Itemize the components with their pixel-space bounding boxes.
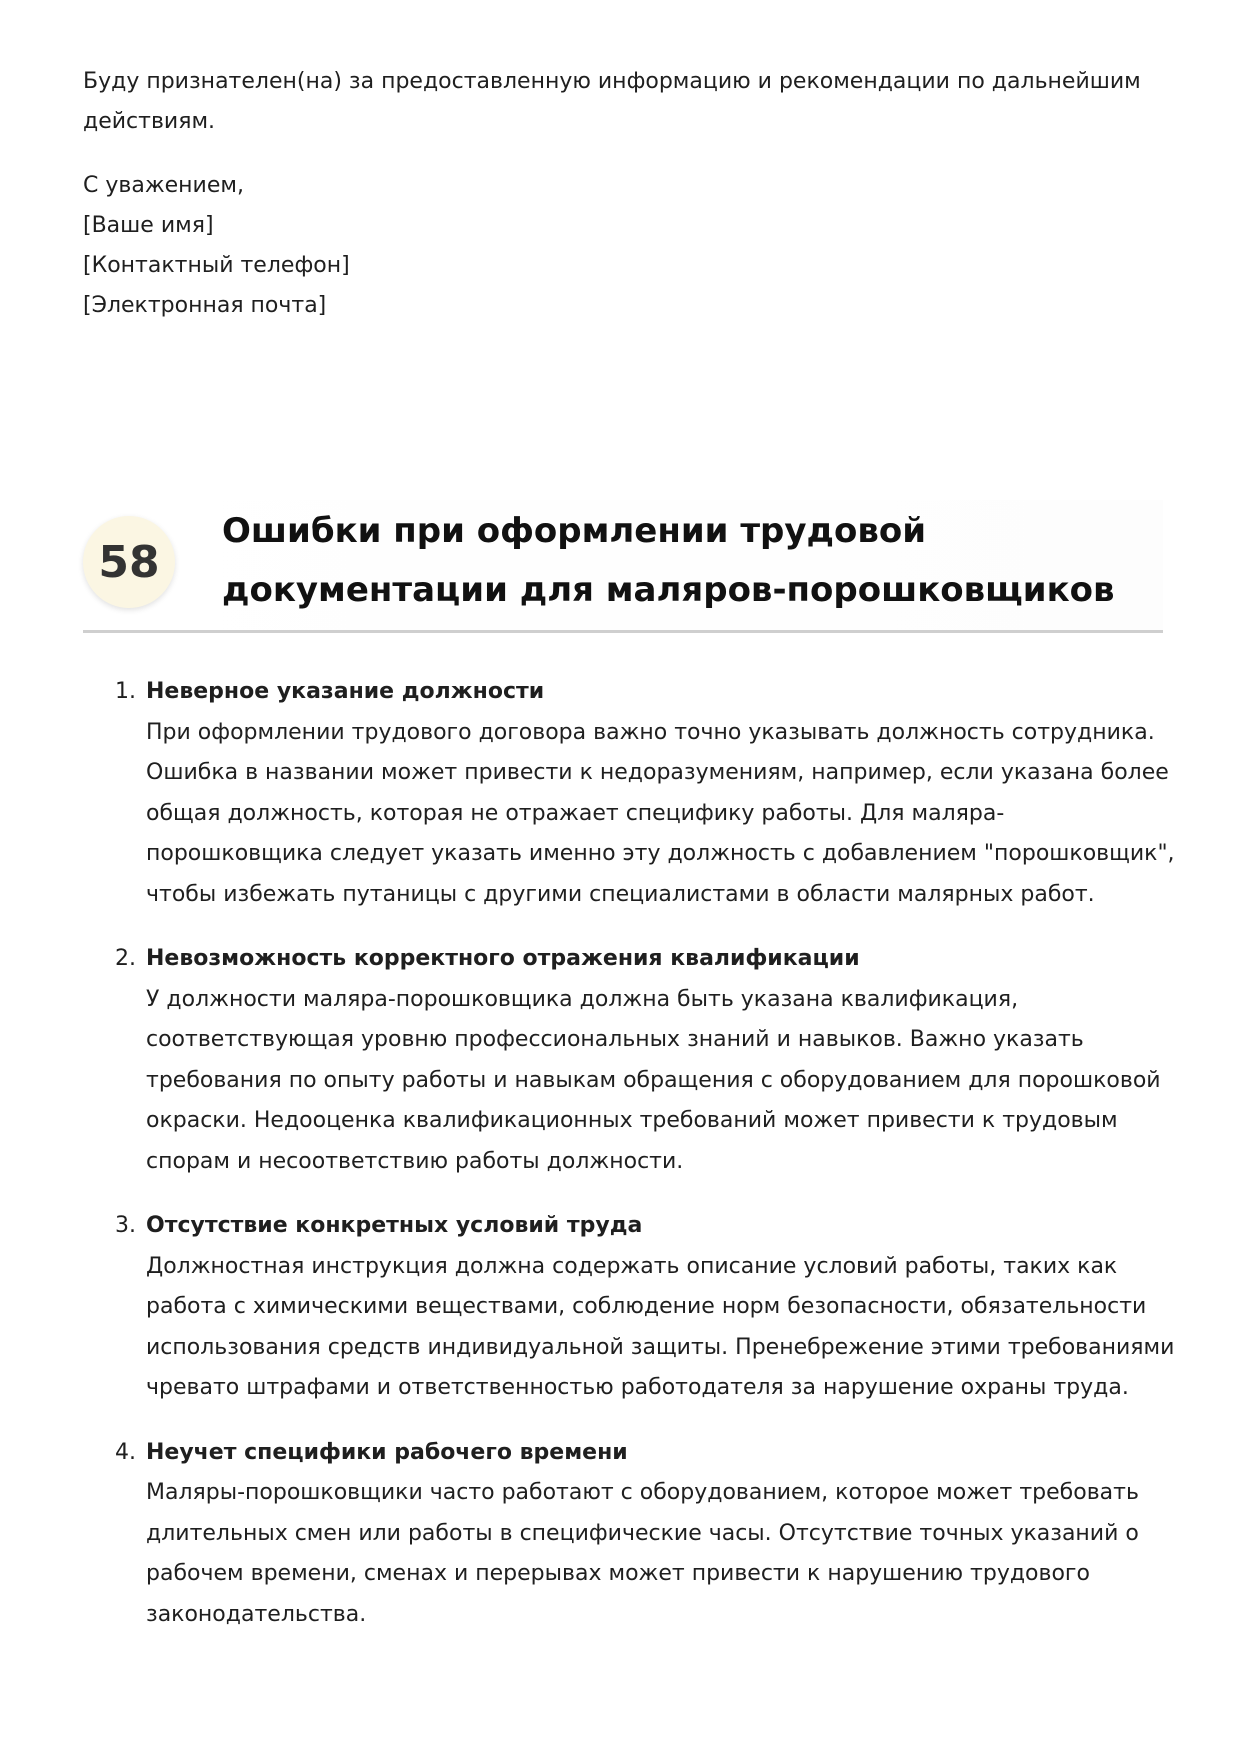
- intro-text: Буду признателен(на) за предоставленную информацию и рекомендации по дальнейшим действиям.: [83, 69, 1141, 134]
- section-number-badge: 58: [83, 516, 175, 608]
- list-item-text: При оформлении трудового договора важно точно указывать должность сотрудника. Ошибка в названии может привести к недоразумениям, например, если указана более общая должность, которая не отражает специфику работы. Для маляра-порошковщика следует указать именно эту должность с добавлением "порошковщик", чтобы избежать путаницы с другими специалистами в области малярных работ.: [146, 719, 1175, 907]
- list-item-number: 3.: [115, 1213, 136, 1238]
- list-item: [115, 1206, 1175, 1409]
- intro-paragraph: [83, 62, 1163, 142]
- section-title: Ошибки при оформлении трудовой документации для маляров-порошковщиков: [222, 511, 1115, 610]
- signoff-phone: [Контактный телефон]: [83, 253, 350, 278]
- list-item-title: Невозможность корректного отражения квалификации: [146, 946, 860, 971]
- list-item-title: Неучет специфики рабочего времени: [146, 1439, 628, 1465]
- signoff-name: [Ваше имя]: [83, 213, 214, 238]
- section-header: [83, 500, 1163, 633]
- list-item: [115, 939, 1175, 1182]
- list-item-title: Отсутствие конкретных условий труда: [146, 1213, 643, 1238]
- list-item-number: 2.: [115, 946, 136, 971]
- list-item-title: Неверное указание должности: [146, 679, 545, 704]
- signoff-email: [Электронная почта]: [83, 293, 327, 318]
- list-item-number: 4.: [115, 1439, 136, 1465]
- list-item: [115, 1433, 1175, 1636]
- list-item-number: 1.: [115, 679, 136, 704]
- list-item: [115, 672, 1175, 915]
- signoff-block: [83, 166, 350, 326]
- list-item-text: Маляры-порошковщики часто работают с оборудованием, которое может требовать длительных смен или работы в специфические часы. Отсутствие точных указаний о рабочем времени, сменах и перерывах может привести к нарушению трудового законодательства.: [146, 1480, 1139, 1627]
- errors-list: [115, 672, 1175, 1659]
- signoff-closing: С уважением,: [83, 173, 244, 198]
- list-item-text: У должности маляра-порошковщика должна быть указана квалификация, соответствующая уровню профессиональных знаний и навыков. Важно указать требования по опыту работы и навыкам обращения с оборудованием для порошковой окраски. Недооценка квалификационных требований может привести к трудовым спорам и несоответствию работы должности.: [146, 986, 1161, 1174]
- list-item-text: Должностная инструкция должна содержать описание условий работы, таких как работа с химическими веществами, соблюдение норм безопасности, обязательности использования средств индивидуальной защиты. Пренебрежение этими требованиями чревато штрафами и ответственностью работодателя за нарушение охраны труда.: [146, 1253, 1175, 1400]
